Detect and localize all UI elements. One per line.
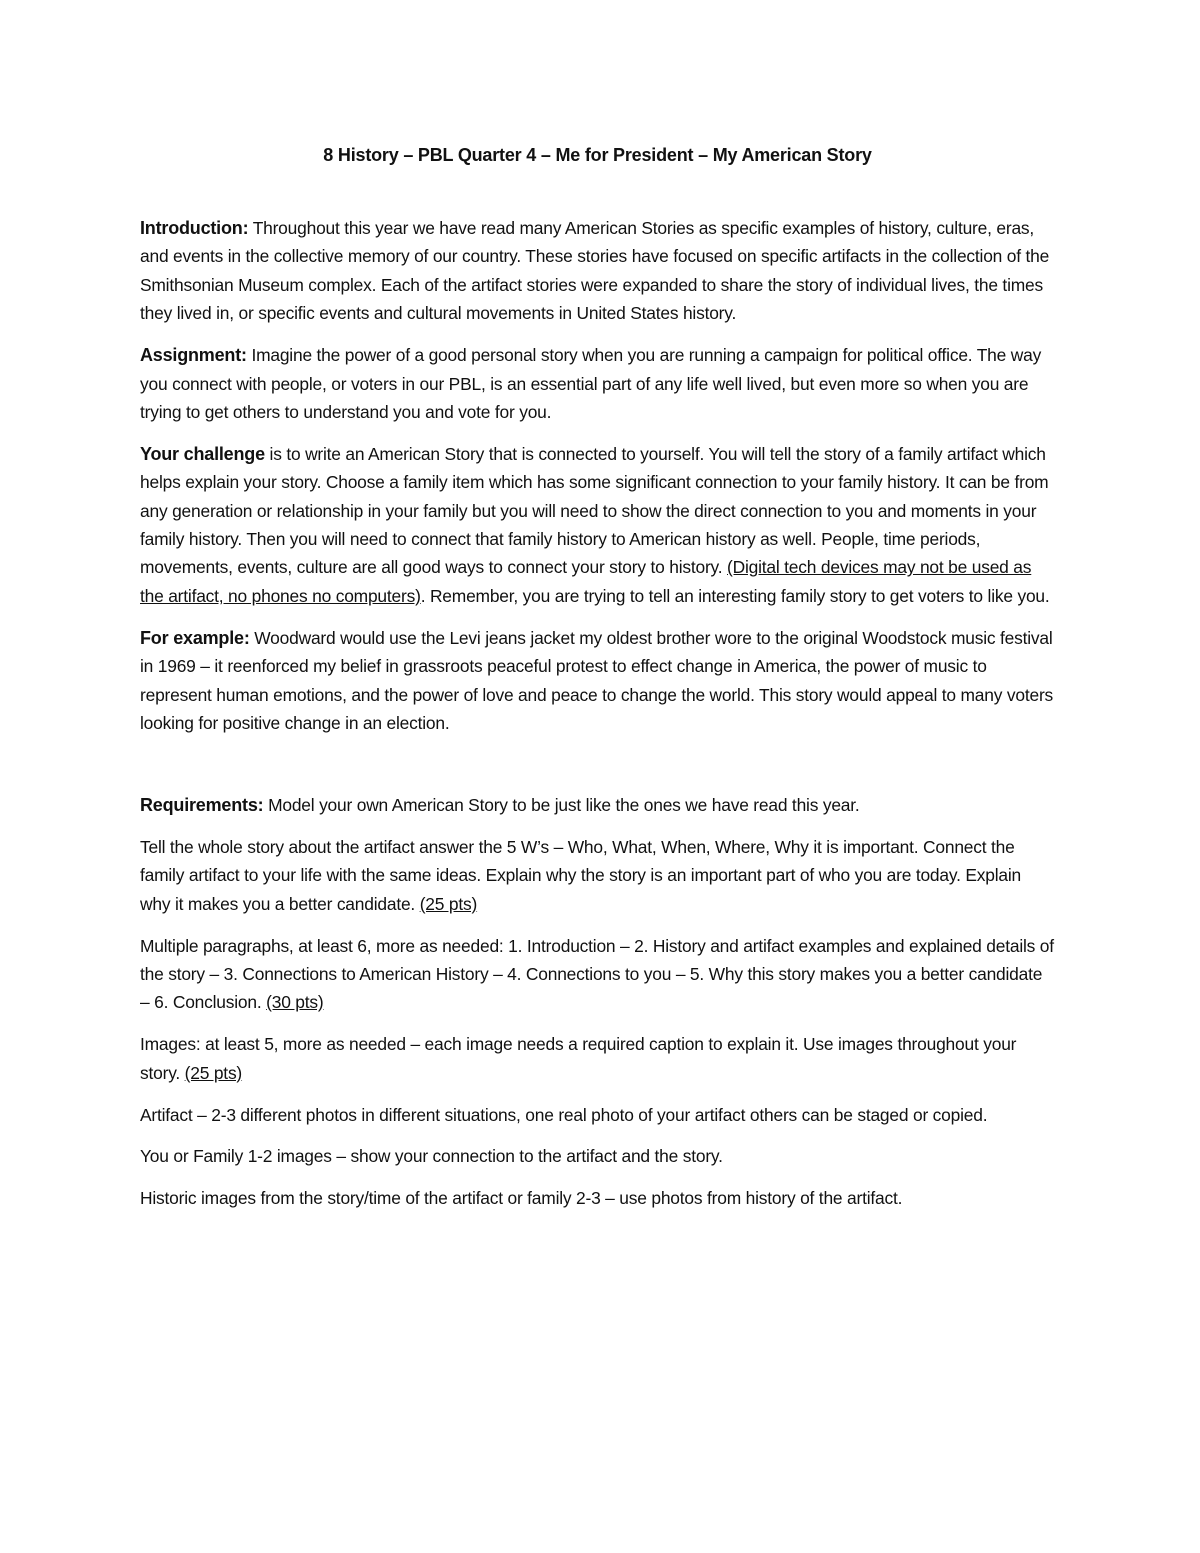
introduction-paragraph <box>140 214 1055 328</box>
requirements-text: Model your own American Story to be just like the ones we have read this year. <box>263 794 860 815</box>
document-title: 8 History – PBL Quarter 4 – Me for President – My American Story <box>323 145 872 165</box>
requirement-images <box>140 1030 1055 1087</box>
requirement-family: You or Family 1-2 images – show your connection to the artifact and the story. <box>140 1146 723 1167</box>
requirement-story-points: (25 pts) <box>419 893 478 914</box>
example-paragraph <box>140 624 1055 738</box>
requirement-historic: Historic images from the story/time of the artifact or family 2-3 – use photos from history of the artifact. <box>140 1188 903 1209</box>
challenge-underlined-note: (Digital tech devices may not be used as the artifact, no phones no computers) <box>140 557 1032 606</box>
assignment-label: Assignment: <box>140 345 247 366</box>
requirements-label: Requirements: <box>140 794 264 815</box>
document-page <box>140 140 1055 1226</box>
introduction-text: Throughout this year we have read many American Stories as specific examples of history, culture, eras, and events in the collective memory of our country. These stories have focused on specific artifacts in the collection of the Smithsonian Museum complex. Each of the artifact stories were expanded to share the story of individual lives, the times they lived in, or specific events and cultural movements in United States history. <box>140 218 1050 324</box>
requirement-story-text: Tell the whole story about the artifact answer the 5 W’s – Who, What, When, Where, Why it is important. Connect the family artifact to your life with the same ideas. Explain why the story is an important part of who you are today. Explain why it makes you a better candidate. <box>140 836 1021 914</box>
assignment-paragraph <box>140 341 1055 426</box>
assignment-text: Imagine the power of a good personal story when you are running a campaign for political office. The way you connect with people, or voters in our PBL, is an essential part of any life well lived, but even more so when you are trying to get others to understand you and vote for you. <box>140 345 1042 422</box>
example-label: For example: <box>140 627 250 648</box>
requirement-story <box>140 833 1055 918</box>
challenge-label: Your challenge <box>140 443 265 464</box>
requirements-paragraph <box>140 791 1055 819</box>
requirement-artifact: Artifact – 2-3 different photos in different situations, one real photo of your artifact others can be staged or copied. <box>140 1104 988 1125</box>
requirement-images-text: Images: at least 5, more as needed – each image needs a required caption to explain it. Use images throughout your story. <box>140 1034 1017 1083</box>
requirement-paragraphs <box>140 932 1055 1017</box>
introduction-label: Introduction: <box>140 218 249 238</box>
requirement-paragraphs-text: Multiple paragraphs, at least 6, more as needed: 1. Introduction – 2. History and artifact examples and explained details of the story – 3. Connections to American History – 4. Connections to you – 5. Why this story makes you a better candidate – 6. Conclusion. <box>140 935 1054 1013</box>
challenge-text: is to write an American Story that is connected to yourself. You will tell the story of a family artifact which helps explain your story. Choose a family item which has some significant connection to your family history. It can be from any generation or relationship in your family but you will need to show the direct connection to you and moments in your family history. Then you will need to connect that family history to American history as well. People, time periods, movements, events, culture are all good ways to connect your story to history. <box>140 443 1049 578</box>
requirement-images-points: (25 pts) <box>184 1062 243 1083</box>
section-spacer <box>140 751 1055 791</box>
challenge-text-after: . Remember, you are trying to tell an interesting family story to get voters to like you. <box>420 585 1050 606</box>
challenge-paragraph <box>140 440 1055 610</box>
example-text: Woodward would use the Levi jeans jacket my oldest brother wore to the original Woodstock music festival in 1969 – it reenforced my belief in grassroots peaceful protest to effect change in America, the power of music to represent human emotions, and the power of love and peace to change the world. This story would appeal to many voters looking for positive change in an election. <box>140 627 1054 733</box>
requirement-paragraphs-points: (30 pts) <box>266 992 324 1013</box>
